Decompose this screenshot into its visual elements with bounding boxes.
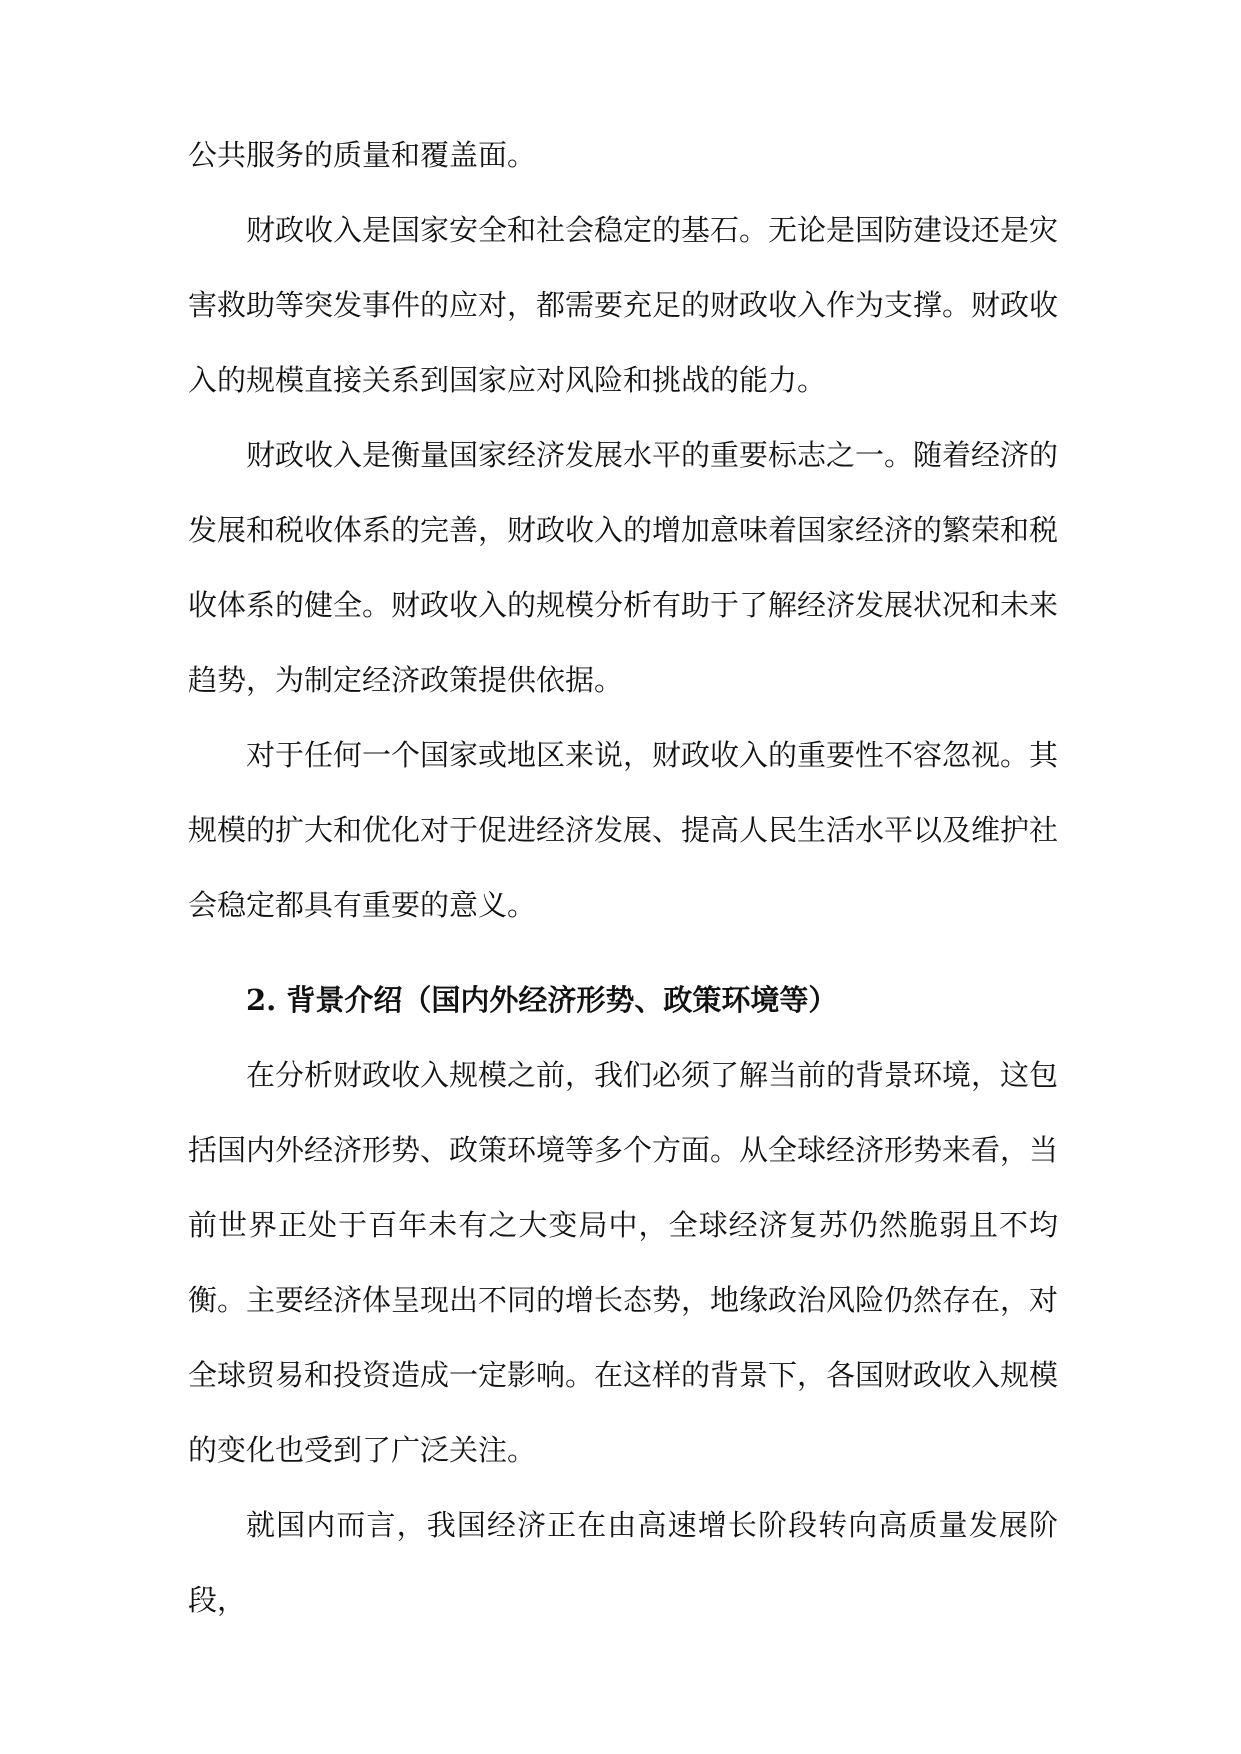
section-heading: 2. 背景介绍（国内外经济形势、政策环境等） [246,983,838,1017]
paragraph-domestic: 就国内而言，我国经济正在由高速增长阶段转向高质量发展阶段， [188,1508,1058,1617]
paragraph-importance: 对于任何一个国家或地区来说，财政收入的重要性不容忽视。其规模的扩大和优化对于促进经济发展、提高人民生活水平以及维护社会稳定都具有重要的意义。 [188,738,1059,922]
paragraph-continuation: 公共服务的质量和覆盖面。 [188,138,537,172]
paragraph-background: 在分析财政收入规模之前，我们必须了解当前的背景环境，这包括国内外经济形势、政策环境等多个方面。从全球经济形势来看，当前世界正处于百年未有之大变局中，全球经济复苏仍然脆弱且不均衡。主要经济体呈现出不同的增长态势，地缘政治风险仍然存在，对全球贸易和投资造成一定影响。在这样的背景下，各国财政收入规模的变化也受到了广泛关注。 [188,1058,1059,1467]
paragraph-national-security: 财政收入是国家安全和社会稳定的基石。无论是国防建设还是灾害救助等突发事件的应对，都需要充足的财政收入作为支撑。财政收入的规模直接关系到国家应对风险和挑战的能力。 [188,213,1059,397]
paragraph-economic-indicator: 财政收入是衡量国家经济发展水平的重要标志之一。随着经济的发展和税收体系的完善，财政收入的增加意味着国家经济的繁荣和税收体系的健全。财政收入的规模分析有助于了解经济发展状况和未来趋势，为制定经济政策提供依据。 [188,438,1059,697]
